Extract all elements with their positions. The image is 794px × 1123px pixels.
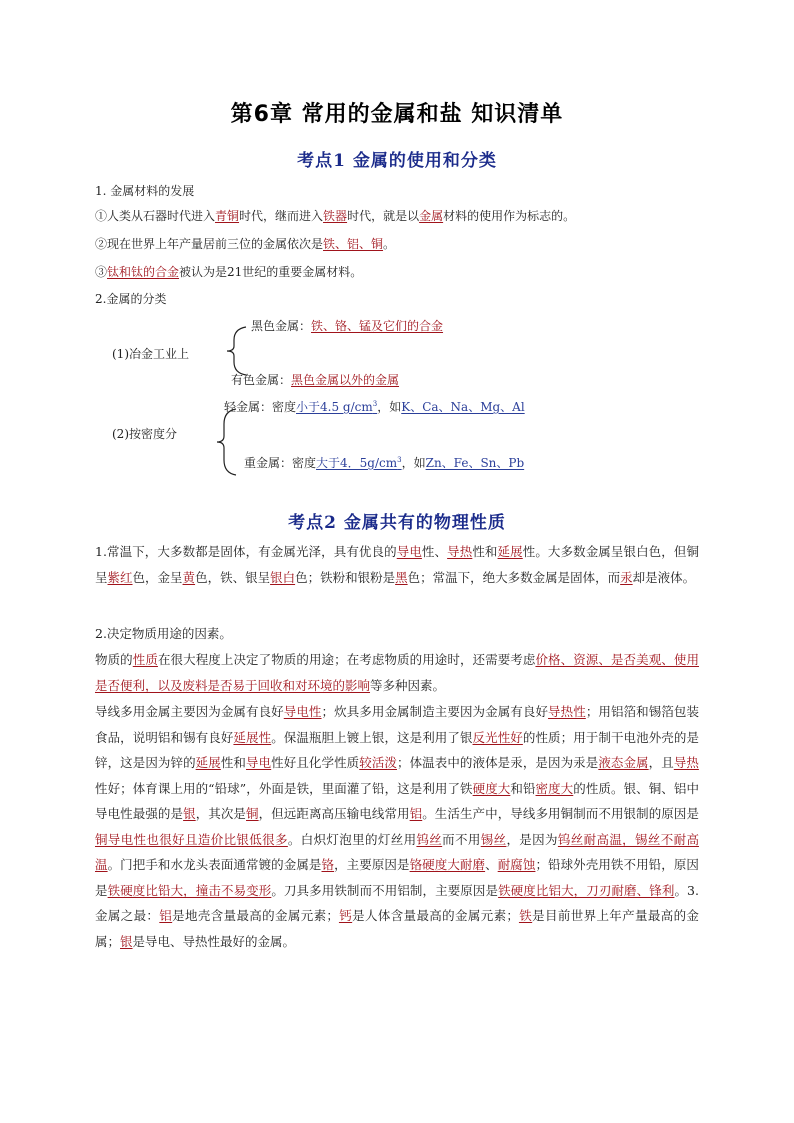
answer: K、Ca、Na、Mg、Al bbox=[401, 400, 525, 414]
text: 有色金属： bbox=[231, 373, 292, 387]
text: 。生活生产中，导线多用铜制而不用银制的原因是 bbox=[422, 806, 699, 821]
answer: 价格、资源、是否美观、使用是否便利，以及废料是否易于回收和对环境的影响 bbox=[95, 652, 699, 693]
paragraph-usage-factors bbox=[95, 647, 699, 698]
curly-brace-icon bbox=[226, 326, 248, 376]
answer: 导热 bbox=[447, 544, 473, 559]
answer: 银白 bbox=[270, 569, 296, 585]
answer: 较活泼 bbox=[359, 755, 397, 770]
text: ；炊具多用金属制造主要因为金属有良好 bbox=[321, 704, 549, 719]
text: 的性质。银、铜、铝中导电性最强的是 bbox=[95, 780, 699, 821]
item-3 bbox=[95, 263, 362, 280]
text: ②现在世界上年产量居前三位的金属依次是 bbox=[95, 237, 324, 251]
answer: 导热 bbox=[673, 755, 699, 770]
answer: 铁、铬、锰及它们的合金 bbox=[311, 319, 444, 333]
text: 黑色金属： bbox=[251, 319, 312, 333]
text: 却是液体。 bbox=[632, 569, 696, 585]
answer: 延展 bbox=[195, 755, 221, 770]
text: 1.常温下，大多数都是固体，有金属光泽，具有优良的 bbox=[95, 544, 397, 559]
answer: 黄 bbox=[182, 569, 196, 585]
answer: 钨丝 bbox=[416, 831, 443, 847]
answer: 密度大 bbox=[535, 780, 574, 796]
answer: 液态金属 bbox=[598, 755, 649, 770]
answer: 延展性 bbox=[233, 729, 272, 745]
answer bbox=[316, 456, 402, 470]
subheading-material-development: 1. 金属材料的发展 bbox=[95, 184, 195, 198]
text: 。保温瓶胆上镀上银，这是利用了银 bbox=[271, 729, 473, 745]
answer: 铜 bbox=[246, 806, 259, 821]
text: 色，金呈 bbox=[132, 569, 183, 585]
text: 时代，就是以 bbox=[347, 209, 420, 223]
answer: 银 bbox=[183, 806, 196, 821]
nonferrous-metals bbox=[231, 371, 399, 388]
text: 性、 bbox=[421, 544, 448, 559]
text: 重金属：密度 bbox=[244, 456, 317, 470]
classification-label-density: (2)按密度分 bbox=[112, 427, 177, 441]
answer: 铝 bbox=[409, 806, 423, 821]
answer: 锡丝 bbox=[480, 831, 507, 847]
answer: 导电性 bbox=[283, 704, 322, 719]
classification-label-metallurgy: (1)冶金工业上 bbox=[112, 347, 189, 361]
answer: 钨丝耐高温，锡丝不耐高温 bbox=[95, 831, 699, 872]
subheading-usage-factors: 2.决定物质用途的因素。 bbox=[95, 626, 232, 641]
text: 性。大多数金属呈银白色，但铜呈 bbox=[95, 544, 699, 585]
text: ；铅球外壳用铁不用铅，原因是 bbox=[95, 857, 699, 898]
superscript: 3 bbox=[372, 400, 378, 408]
answer bbox=[296, 400, 377, 414]
answer: 铁硬度比铝大，刀刃耐磨、锋利 bbox=[498, 882, 675, 898]
answer: 钙 bbox=[338, 908, 353, 923]
text: ，但远距离高压输电线常用 bbox=[258, 806, 410, 821]
text: 在很大程度上决定了物质的用途；在考虑物质的用途时，还需要考虑 bbox=[157, 652, 536, 667]
answer: 汞 bbox=[620, 569, 633, 585]
text: 色；常温下，绝大多数金属是固体，而 bbox=[407, 569, 621, 585]
answer: 青铜 bbox=[215, 209, 240, 223]
item-1 bbox=[95, 207, 575, 224]
text: 色，铁、银呈 bbox=[195, 569, 271, 585]
paragraph-physical-properties bbox=[95, 539, 699, 590]
curly-brace-icon bbox=[216, 408, 238, 476]
answer: 导电 bbox=[396, 544, 422, 559]
text: 性好；体育课上用的“铅球”，外面是铁，里面灌了铅，这是利用了铁 bbox=[95, 780, 473, 796]
answer: 铝 bbox=[159, 908, 173, 923]
section-heading-2: 考点2 金属共有的物理性质 bbox=[288, 513, 506, 533]
page-title: 第6章 常用的金属和盐 知识清单 bbox=[230, 102, 564, 127]
answer: 性质 bbox=[132, 652, 158, 667]
text: 材料的使用作为标志的。 bbox=[443, 209, 576, 223]
text: 。刀具多用铁制而不用铝制，主要原因是 bbox=[271, 882, 499, 898]
text: 。白炽灯泡里的灯丝用 bbox=[287, 831, 417, 847]
text: ，主要原因是 bbox=[334, 857, 410, 872]
text: 和铅 bbox=[510, 780, 536, 796]
text: 等多种因素。 bbox=[370, 677, 446, 693]
text: 导线多用金属主要因为金属有良好 bbox=[95, 704, 284, 719]
text: 。 bbox=[383, 237, 396, 251]
answer: 导电 bbox=[246, 755, 272, 770]
text: 是导电、导热性最好的金属。 bbox=[132, 933, 296, 949]
superscript: 3 bbox=[397, 456, 402, 464]
text: ，是因为 bbox=[506, 831, 558, 847]
text: 、 bbox=[485, 857, 498, 872]
answer: 紫红 bbox=[107, 569, 133, 585]
answer: 钛和钛的合金 bbox=[107, 265, 180, 279]
answer: 铁 bbox=[518, 908, 533, 923]
text: ，其次是 bbox=[195, 806, 247, 821]
answer: 导热性 bbox=[548, 704, 586, 719]
answer: 黑色金属以外的金属 bbox=[291, 373, 400, 387]
text: 是人体含量最高的金属元素； bbox=[352, 908, 519, 923]
text: ，如 bbox=[401, 456, 426, 470]
answer: 反光性好 bbox=[472, 729, 523, 745]
text: 大于4．5g/cm bbox=[316, 456, 398, 470]
text: ①人类从石器时代进入 bbox=[95, 209, 216, 223]
answer: 铬硬度大耐磨 bbox=[409, 857, 486, 872]
text: ；体温表中的液体是汞，是因为汞是 bbox=[397, 755, 599, 770]
answer: 金属 bbox=[419, 209, 444, 223]
answer: 硬度大 bbox=[472, 780, 511, 796]
text: 轻金属：密度 bbox=[224, 400, 297, 414]
text: ③ bbox=[95, 265, 108, 279]
subheading-classification: 2.金属的分类 bbox=[95, 292, 167, 306]
text: 性和 bbox=[220, 755, 246, 770]
text: 是地壳含量最高的金属元素； bbox=[172, 908, 339, 923]
text: 的性质；用于制干电池外壳的是锌，这是因为锌的 bbox=[95, 729, 699, 770]
answer: 铬 bbox=[321, 857, 335, 872]
section-heading-1: 考点1 金属的使用和分类 bbox=[297, 151, 497, 171]
text: 物质的 bbox=[95, 652, 133, 667]
text: 。门把手和水龙头表面通常镀的金属是 bbox=[107, 857, 322, 872]
heavy-metals bbox=[244, 454, 524, 471]
text: 性和 bbox=[472, 544, 498, 559]
text: 色；铁粉和银粉是 bbox=[295, 569, 396, 585]
text: 被认为是21世纪的重要金属材料。 bbox=[179, 265, 363, 279]
text: 而不用 bbox=[442, 831, 481, 847]
answer: 延展 bbox=[497, 544, 523, 559]
answer: 铁、铝、铜 bbox=[323, 237, 384, 251]
answer: 铁硬度比铅大，撞击不易变形 bbox=[107, 882, 272, 898]
answer: 铜导电性也很好且造价比银低很多 bbox=[95, 831, 288, 847]
ferrous-metals bbox=[251, 317, 443, 334]
answer: 铁器 bbox=[323, 209, 348, 223]
answer: 黑 bbox=[395, 569, 408, 585]
text: 小于4.5 g/cm bbox=[296, 400, 373, 414]
answer: 银 bbox=[120, 933, 133, 949]
text: ；用铝箔和锡箔包装食品，说明铝和锡有良好 bbox=[95, 704, 699, 745]
item-2 bbox=[95, 235, 395, 252]
light-metals bbox=[224, 398, 525, 415]
paragraph-metal-uses bbox=[95, 699, 699, 954]
text: ，且 bbox=[648, 755, 674, 770]
text: 是目前世界上年产量最高的金属； bbox=[95, 908, 699, 949]
answer: 耐腐蚀 bbox=[497, 857, 536, 872]
answer: Zn、Fe、Sn、Pb bbox=[425, 456, 525, 470]
text: 时代，继而进入 bbox=[239, 209, 324, 223]
text: ，如 bbox=[377, 400, 402, 414]
text: 性好且化学性质 bbox=[271, 755, 360, 770]
text: 。3.金属之最： bbox=[95, 882, 699, 923]
